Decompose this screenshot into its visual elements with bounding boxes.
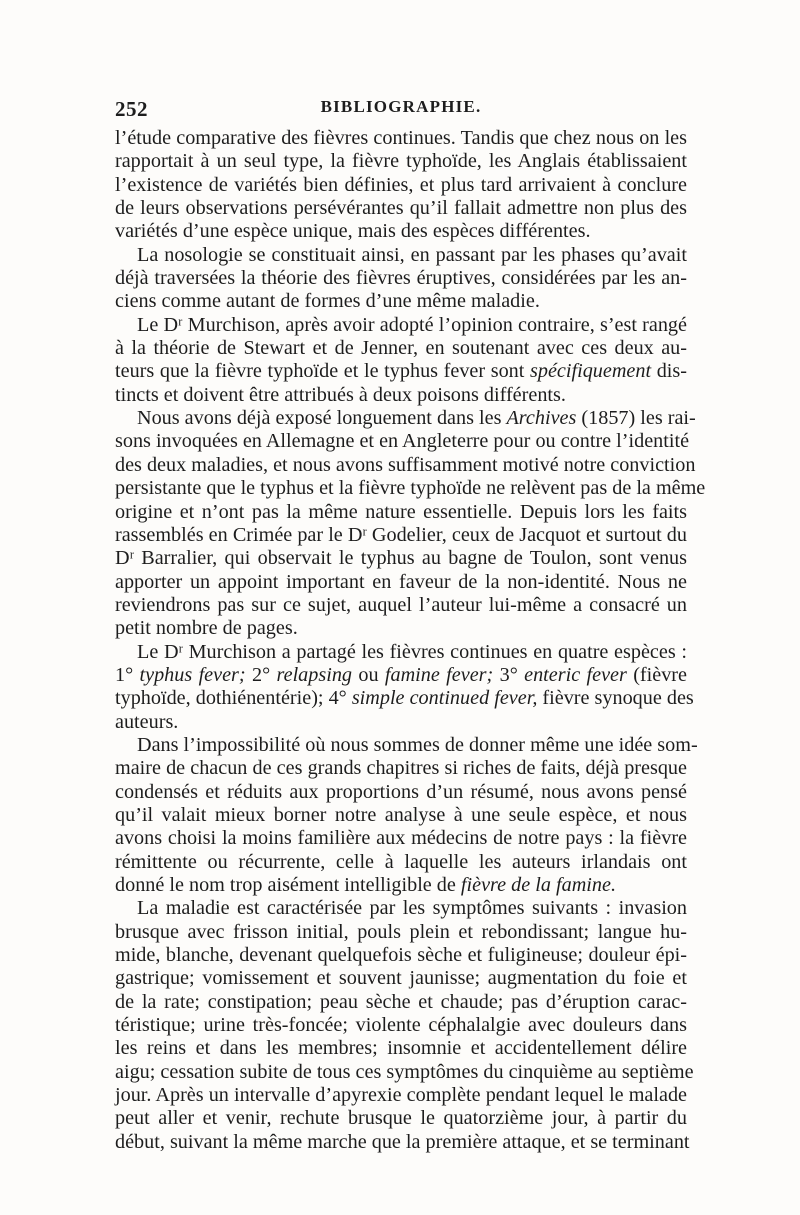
text-line: mide, blanche, devenant quelquefois sèche et fuligineuse; douleur épi- (115, 944, 687, 967)
italic-term: typhus fever; (139, 663, 246, 686)
text-line: des deux maladies, et nous avons suffisamment motivé notre conviction (115, 453, 696, 476)
running-title: BIBLIOGRAPHIE. (320, 97, 482, 116)
text-line: de leurs observations persévérantes qu’il fallait admettre non plus des (115, 197, 687, 220)
text-line: origine et n’ont pas la même nature essentielle. Depuis lors les faits (115, 500, 687, 523)
text-line: rassemblés en Crimée par le Dʳ Godelier, ceux de Jacquot et surtout du (115, 523, 687, 546)
text-line: téristique; urine très-foncée; violente céphalalgie avec douleurs dans (115, 1014, 687, 1037)
text-line: à la théorie de Stewart et de Jenner, en soutenant avec ces deux au- (115, 337, 687, 360)
text-line: gastrique; vomissement et souvent jaunisse; augmentation du foie et (115, 967, 687, 990)
text-line: teurs que la fièvre typhoïde et le typhus fever sont spécifiquement dis- (115, 360, 687, 383)
text-line: tincts et doivent être attribués à deux poisons différents. (115, 383, 566, 406)
text-line: déjà traversées la théorie des fièvres éruptives, considérées par les an- (115, 267, 687, 290)
text-line: rémittente ou récurrente, celle à laquelle les auteurs irlandais ont (115, 850, 687, 873)
text-line: Dʳ Barralier, qui observait le typhus au bagne de Toulon, sont venus (115, 547, 687, 570)
italic-term: spécifiquement (530, 360, 652, 383)
text-line: rapportait à un seul type, la fièvre typhoïde, les Anglais établissaient (115, 150, 687, 173)
text-line: condensés et réduits aux proportions d’un résumé, nous avons pensé (115, 780, 687, 803)
text-line: brusque avec frisson initial, pouls plein et rebondissant; langue hu- (115, 920, 687, 943)
text-line: donné le nom trop aisément intelligible de fièvre de la famine. (115, 874, 617, 896)
italic-term: simple continued fever, (351, 687, 538, 710)
text-line: reviendrons pas sur ce sujet, auquel l’auteur lui-même a consacré un (115, 593, 687, 616)
text-line: variétés d’une espèce unique, mais des espèces différentes. (115, 220, 591, 243)
text-line: petit nombre de pages. (115, 617, 298, 640)
text-line: La maladie est caractérisée par les symptômes suivants : invasion (137, 897, 687, 920)
text-line: l’étude comparative des fièvres continues. Tandis que chez nous on les (115, 127, 687, 149)
text-line: Dans l’impossibilité où nous sommes de donner même une idée som- (137, 733, 698, 756)
italic-term: famine fever; (384, 663, 494, 686)
text-line: l’existence de variétés bien définies, et plus tard arrivaient à conclure (115, 173, 687, 196)
text-line: aigu; cessation subite de tous ces symptômes du cinquième au septième (115, 1060, 694, 1083)
text-line: sons invoquées en Allemagne et en Angleterre pour ou contre l’identité (115, 430, 690, 453)
text-line: avons choisi la moins familière aux médecins de notre pays : la fièvre (115, 827, 687, 850)
body-text (115, 127, 706, 1154)
text-line: maire de chacun de ces grands chapitres si riches de faits, déjà presque (115, 757, 687, 780)
text-line: Le Dʳ Murchison a partagé les fièvres continues en quatre espèces : (137, 640, 687, 663)
text-line: Le Dʳ Murchison, après avoir adopté l’opinion contraire, s’est rangé (137, 313, 687, 336)
italic-term: relapsing (276, 663, 353, 686)
page-header (115, 97, 687, 127)
page-number: 252 (115, 97, 148, 121)
text-line: jour. Après un intervalle d’apyrexie complète pendant lequel le malade (115, 1084, 687, 1107)
text-line: peut aller et venir, rechute brusque le quatorzième jour, à partir du (115, 1107, 687, 1130)
text-line: La nosologie se constituait ainsi, en passant par les phases qu’avait (137, 243, 687, 266)
text-line: les reins et dans les membres; insomnie et accidentellement délire (115, 1037, 687, 1060)
text-line: qu’il valait mieux borner notre analyse à une seule espèce, et nous (115, 803, 687, 826)
text-line: début, suivant la même marche que la première attaque, et se terminant (115, 1130, 690, 1153)
text-line: persistante que le typhus et la fièvre typhoïde ne relèvent pas de la même (115, 477, 706, 500)
text-line: typhoïde, dothiénentérie); 4° simple continued fever, fièvre synoque des (115, 687, 694, 710)
text-line: 1° typhus fever; 2° relapsing ou famine fever; 3° enteric fever (fièvre (115, 663, 687, 686)
text-line: de la rate; constipation; peau sèche et chaude; pas d’éruption carac- (115, 990, 687, 1013)
italic-term: fièvre de la famine. (460, 874, 617, 896)
italic-term: enteric fever (524, 663, 627, 686)
text-line: apporter un appoint important en faveur de la non-identité. Nous ne (115, 570, 687, 593)
text-line: Nous avons déjà exposé longuement dans les Archives (1857) les rai- (137, 407, 696, 430)
text-line: ciens comme autant de formes d’une même maladie. (115, 290, 540, 313)
text-line: auteurs. (115, 710, 179, 733)
italic-term: Archives (506, 407, 577, 430)
